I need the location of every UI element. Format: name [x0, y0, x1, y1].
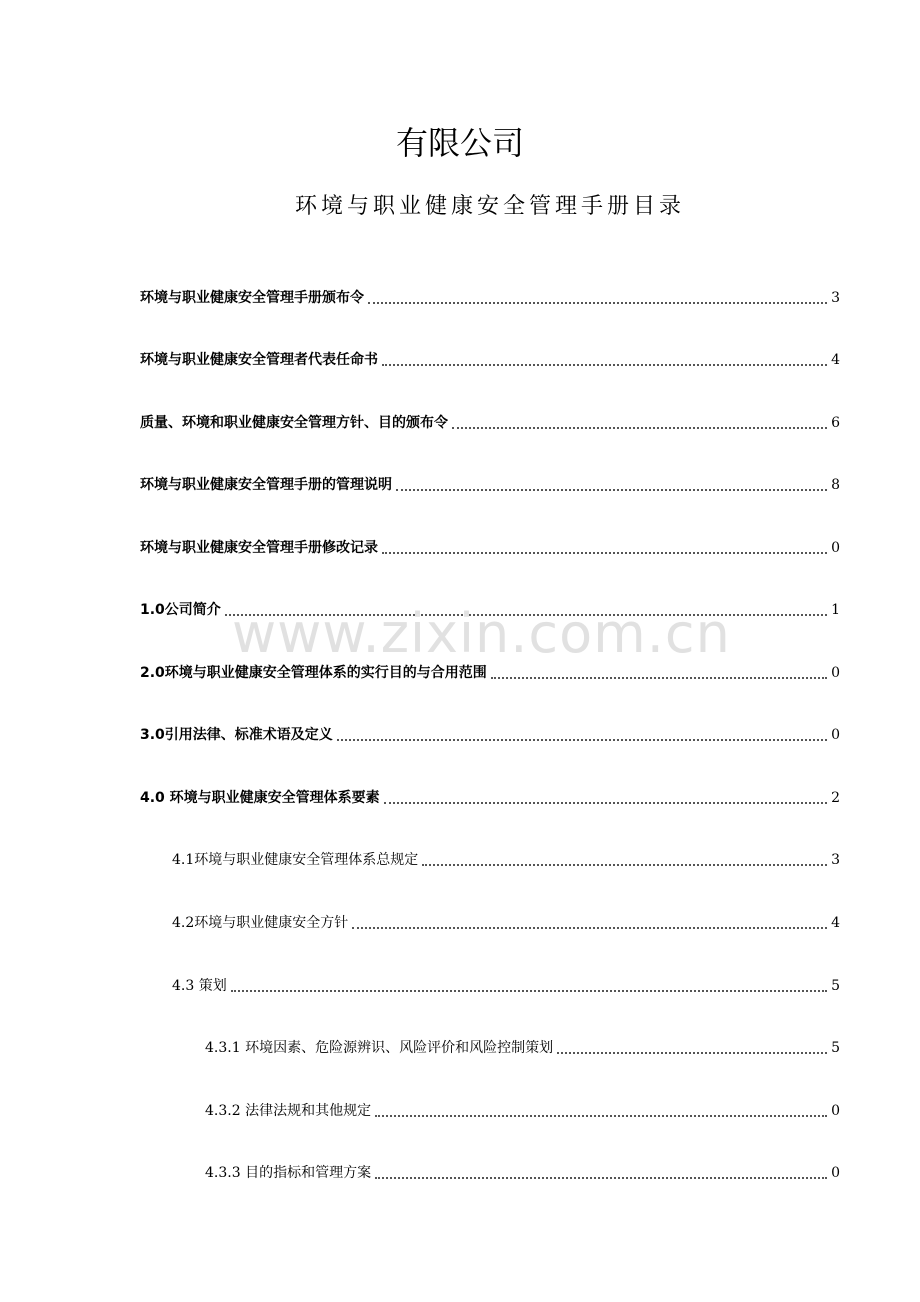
toc-entry[interactable]: [140, 537, 840, 559]
toc-entry-page: 0: [831, 1103, 840, 1119]
toc-entry[interactable]: [172, 849, 840, 871]
toc-entry-page: 5: [831, 978, 840, 994]
dot-leader: [396, 489, 827, 491]
toc-entry[interactable]: [140, 787, 840, 809]
toc-entry-page: 1: [831, 602, 840, 618]
toc-entry-page: 0: [831, 727, 840, 743]
toc-entry-page: 8: [831, 477, 840, 493]
company-name: 有限公司: [395, 124, 524, 162]
toc-entry-page: 5: [831, 1040, 840, 1056]
dot-leader: [491, 677, 827, 679]
toc-entry[interactable]: [140, 349, 840, 371]
toc-entry[interactable]: [205, 1162, 840, 1184]
toc-entry-label: 环境与职业健康安全管理者代表任命书: [140, 352, 378, 368]
toc-entry[interactable]: [205, 1100, 840, 1122]
toc-entry-page: 3: [831, 852, 840, 868]
toc-entry[interactable]: [205, 1037, 840, 1059]
toc-entry-page: 6: [831, 415, 840, 431]
toc-entry-label: 4.2环境与职业健康安全方针: [172, 915, 349, 931]
toc-entry-label: 4.3.1 环境因素、危险源辨识、风险评价和风险控制策划: [205, 1040, 554, 1056]
toc-entry-label: 环境与职业健康安全管理手册颁布令: [140, 290, 364, 306]
toc-entry[interactable]: [140, 287, 840, 309]
document-title: 环境与职业健康安全管理手册目录: [294, 194, 685, 219]
toc-entry-label: 4.3.3 目的指标和管理方案: [205, 1165, 372, 1181]
toc-entry-page: 0: [831, 665, 840, 681]
toc-entry-page: 4: [831, 352, 840, 368]
toc-entry[interactable]: [140, 474, 840, 496]
dot-leader: [382, 364, 827, 366]
toc-entry-page: 3: [831, 290, 840, 306]
toc-entry-label: 4.1环境与职业健康安全管理体系总规定: [172, 852, 419, 868]
toc-entry-label: 4.0 环境与职业健康安全管理体系要素: [140, 790, 380, 806]
toc-entry-page: 4: [831, 915, 840, 931]
watermark: www.zixin.com.cn: [232, 602, 731, 665]
dot-leader: [368, 302, 827, 304]
toc-entry-label: 4.3.2 法律法规和其他规定: [205, 1103, 372, 1119]
toc-entry-label: 1.0公司简介: [140, 602, 221, 618]
toc-entry-label: 2.0环境与职业健康安全管理体系的实行目的与合用范围: [140, 665, 487, 681]
toc-entry-label: 3.0引用法律、标准术语及定义: [140, 727, 333, 743]
toc-entry-label: 4.3 策划: [172, 978, 227, 994]
toc-entry-label: 环境与职业健康安全管理手册修改记录: [140, 540, 378, 556]
dot-leader: [231, 990, 827, 992]
dot-leader: [384, 802, 827, 804]
toc-entry-label: 环境与职业健康安全管理手册的管理说明: [140, 477, 392, 493]
toc-entry[interactable]: [140, 412, 840, 434]
toc-entry-page: 0: [831, 540, 840, 556]
dot-leader: [375, 1177, 827, 1179]
dot-leader: [452, 427, 827, 429]
toc-entry-label: 质量、环境和职业健康安全管理方针、目的颁布令: [140, 415, 448, 431]
toc-entry[interactable]: [172, 975, 840, 997]
toc-entry-page: 0: [831, 1165, 840, 1181]
dot-leader: [382, 552, 827, 554]
dot-leader: [557, 1052, 827, 1054]
toc-entry[interactable]: [140, 724, 840, 746]
dot-leader: [352, 927, 827, 929]
toc-entry-page: 2: [831, 790, 840, 806]
dot-leader: [422, 864, 827, 866]
dot-leader: [337, 739, 827, 741]
toc-entry[interactable]: [172, 912, 840, 934]
dot-leader: [375, 1115, 827, 1117]
